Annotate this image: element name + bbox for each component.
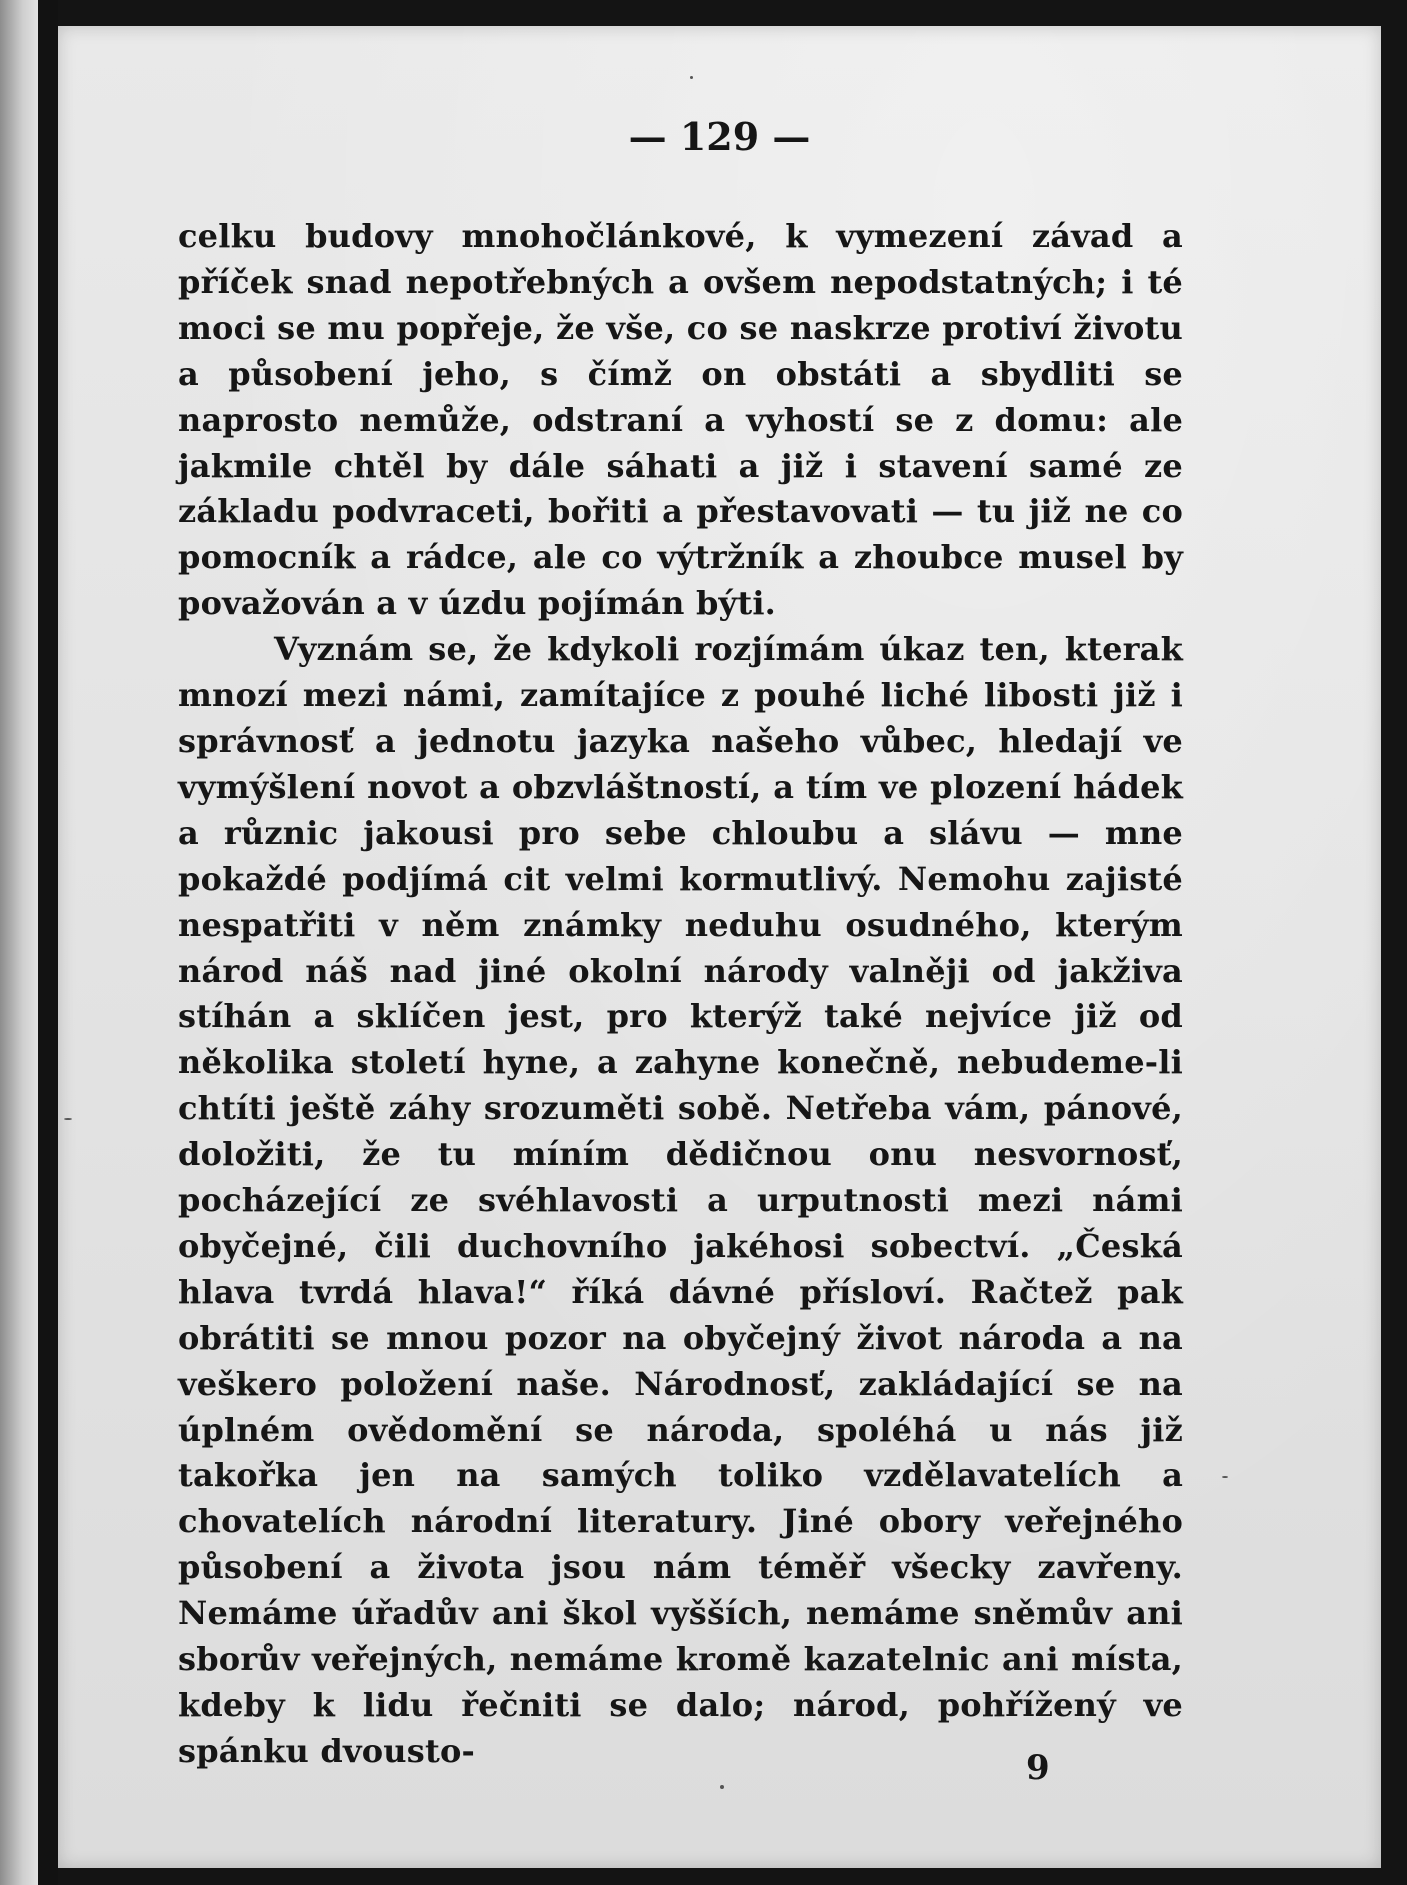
paragraph-continued: celku budovy mnohočlánkové, k vymezení závad a příček snad nepotřebných a ovšem nepodstatných; i té moci se mu popřeje, že vše, co se naskrze protiví životu a působení jeho, s čímž on obstáti a sbydliti se naprosto nemůže, odstraní a vyhostí se z domu: ale jakmile chtěl by dále sáhati a již i stavení samé ze základu podvraceti, bořiti a přestavovati — tu již ne co pomocník a rádce, ale co výtržník a zhoubce musel by považován a v úzdu pojímán býti.	[178, 217, 1183, 623]
paper-speck	[1222, 1476, 1228, 1478]
page-body	[178, 214, 1183, 1775]
previous-page-edge	[0, 0, 38, 1885]
book-page	[58, 26, 1381, 1868]
page-number-header: — 129 —	[628, 114, 811, 159]
paper-speck	[64, 1118, 72, 1120]
signature-mark: 9	[1026, 1748, 1050, 1788]
paper-speck	[720, 1785, 724, 1789]
book-gutter	[38, 0, 58, 1885]
paper-speck	[690, 76, 693, 79]
paragraph: Vyznám se, že kdykoli rozjímám úkaz ten, kterak mnozí mezi námi, zamítajíce z pouhé liché libosti již i správnosť a jednotu jazyka našeho vůbec, hledají ve vymýšlení novot a obzvláštností, a tím ve plození hádek a různic jakousi pro sebe chloubu a slávu — mne pokaždé podjímá cit velmi kormutlivý. Nemohu zajisté nespatřiti v něm známky neduhu osudného, kterým národ náš nad jiné okolní národy valněji od jakživa stíhán a sklíčen jest, pro kterýž také nejvíce již od několika století hyne, a zahyne konečně, nebudeme-li chtíti ještě záhy srozuměti sobě. Netřeba vám, pánové, doložiti, že tu míním dědičnou onu nesvornosť, pocházející ze svéhlavosti a urputnosti mezi námi obyčejné, čili duchovního jakéhosi sobectví. „Česká hlava tvrdá hlava!“ říká dávné přísloví. Račtež pak obrátiti se mnou pozor na obyčejný život národa a na veškero položení naše. Národnosť, zakládající se na úplném ovědomění se národa, spoléhá u nás již takořka jen na samých toliko vzdělavatelích a chovatelích národní literatury. Jiné obory veřejného působení a života jsou nám téměř všecky zavřeny. Nemáme úřadův ani škol vyšších, nemáme sněmův ani sborův veřejných, nemáme kromě kazatelnic ani místa, kdeby k lidu řečniti se dalo; národ, pohřížený ve spánku dvousto-	[178, 630, 1183, 1770]
